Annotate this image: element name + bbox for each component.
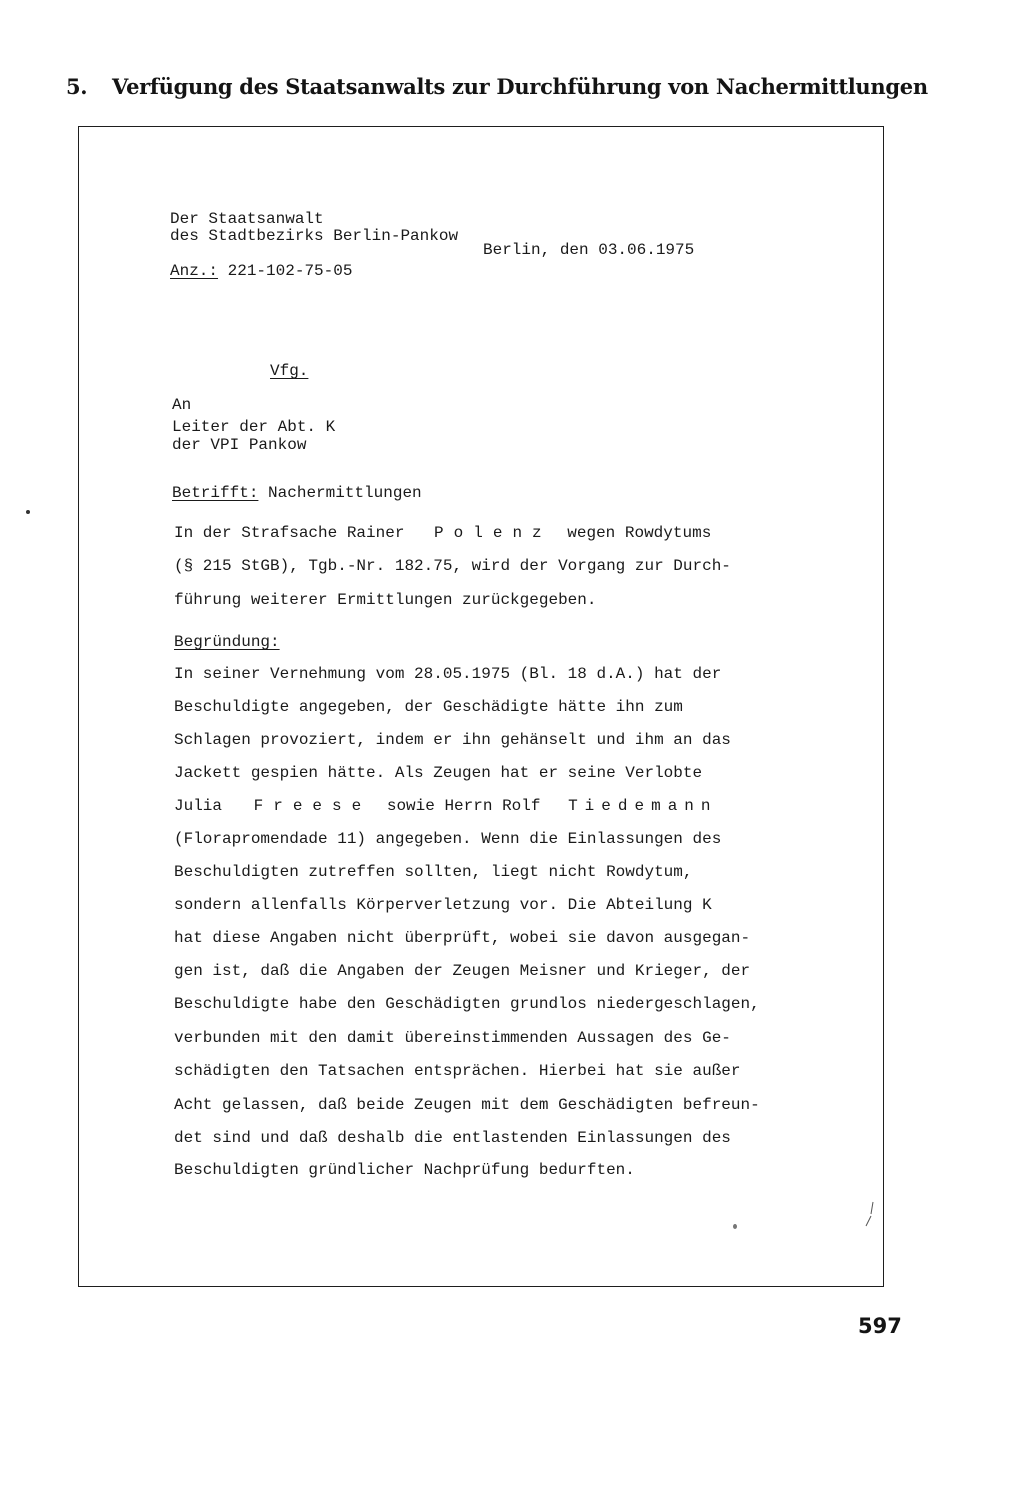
recipient-line-2: der VPI Pankow bbox=[172, 436, 307, 454]
reason-line-15: det sind und daß deshalb die entlastenden Einlassungen des bbox=[174, 1129, 731, 1147]
subject-value: Nachermittlungen bbox=[268, 484, 422, 502]
vfg-label: Vfg. bbox=[270, 362, 309, 380]
reason-line-14: Acht gelassen, daß beide Zeugen mit dem Geschädigten befreun- bbox=[174, 1096, 760, 1114]
section-title: Verfügung des Staatsanwalts zur Durchführung von Nachermittlungen bbox=[112, 74, 928, 99]
reason-line-7: Beschuldigten zutreffen sollten, liegt nicht Rowdytum, bbox=[174, 863, 693, 881]
witness-surname-2: Tiedemann bbox=[568, 797, 718, 815]
reference-value: 221-102-75-05 bbox=[227, 262, 353, 280]
reason-line-12: verbunden mit den damit übereinstimmenden Aussagen des Ge- bbox=[174, 1029, 731, 1047]
witness-text: sowie Herrn Rolf bbox=[386, 797, 541, 815]
reason-line-8: sondern allenfalls Körperverletzung vor. Die Abteilung K bbox=[174, 896, 712, 914]
intro-text-b: wegen Rowdytums bbox=[567, 524, 712, 542]
recipient-an: An bbox=[172, 396, 192, 414]
sender-line-2: des Stadtbezirks Berlin-Pankow bbox=[170, 227, 459, 245]
reason-line-1: In seiner Vernehmung vom 28.05.1975 (Bl. 18 d.A.) hat der bbox=[174, 665, 722, 683]
reason-line-9: hat diese Angaben nicht überprüft, wobei sie davon ausgegan- bbox=[174, 929, 751, 947]
reason-line-11: Beschuldigte habe den Geschädigten grundlos niedergeschlagen, bbox=[174, 995, 760, 1013]
reason-line-5 bbox=[174, 797, 718, 815]
witness-surname-1: Freese bbox=[253, 797, 372, 815]
section-heading bbox=[66, 74, 928, 99]
subject bbox=[172, 484, 422, 502]
scan-speck bbox=[26, 510, 30, 514]
scan-speck bbox=[733, 1224, 737, 1229]
reason-line-6: (Florapromendade 11) angegeben. Wenn die Einlassungen des bbox=[174, 830, 722, 848]
reason-line-2: Beschuldigte angegeben, der Geschädigte hätte ihn zum bbox=[174, 698, 683, 716]
reference-label: Anz.: bbox=[170, 262, 219, 280]
scan-mark bbox=[862, 1200, 876, 1230]
recipient-line-1: Leiter der Abt. K bbox=[172, 418, 336, 436]
subject-label: Betrifft: bbox=[172, 484, 259, 502]
reason-line-10: gen ist, daß die Angaben der Zeugen Meisner und Krieger, der bbox=[174, 962, 751, 980]
reason-line-4: Jackett gespien hätte. Als Zeugen hat er seine Verlobte bbox=[174, 764, 703, 782]
sender-line-1: Der Staatsanwalt bbox=[170, 210, 324, 228]
reason-label: Begründung: bbox=[174, 633, 280, 651]
intro-line-2: (§ 215 StGB), Tgb.-Nr. 182.75, wird der Vorgang zur Durch- bbox=[174, 557, 731, 575]
intro-text-a: In der Strafsache Rainer bbox=[174, 524, 405, 542]
reason-line-16: Beschuldigten gründlicher Nachprüfung bedurften. bbox=[174, 1161, 635, 1179]
section-number: 5. bbox=[66, 74, 88, 99]
accused-name: Polenz bbox=[434, 524, 552, 542]
place-date: Berlin, den 03.06.1975 bbox=[483, 241, 695, 259]
reference bbox=[170, 262, 352, 280]
intro-line-3: führung weiterer Ermittlungen zurückgegeben. bbox=[174, 591, 597, 609]
reason-line-13: schädigten den Tatsachen entsprächen. Hierbei hat sie außer bbox=[174, 1062, 741, 1080]
reason-line-3: Schlagen provoziert, indem er ihn gehänselt und ihm an das bbox=[174, 731, 731, 749]
page-number: 597 bbox=[858, 1314, 902, 1338]
intro-line-1 bbox=[174, 524, 711, 542]
witness-first-name: Julia bbox=[174, 797, 223, 815]
